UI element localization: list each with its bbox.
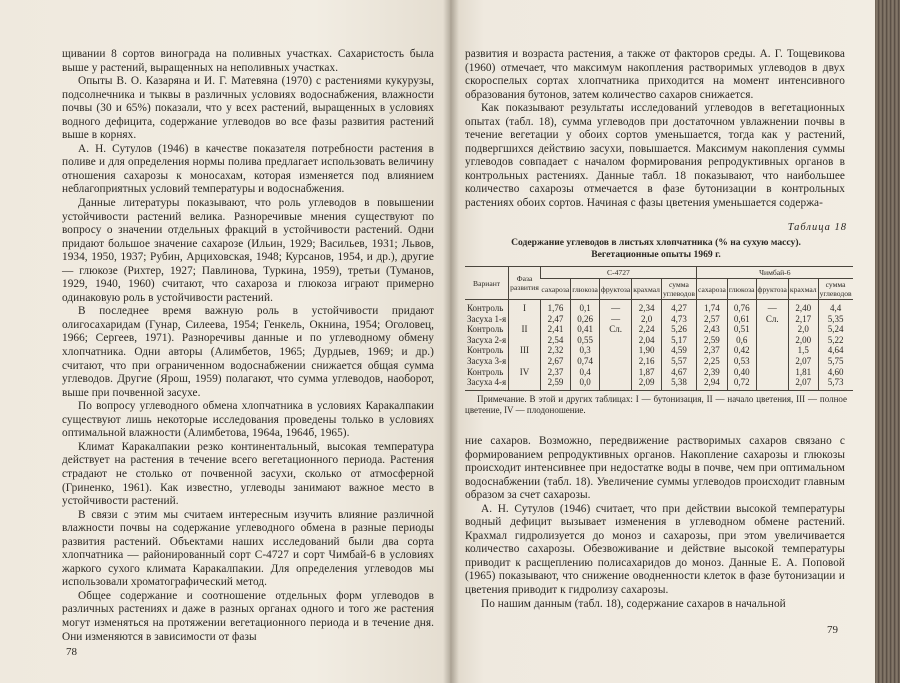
cell-value: 0,72 [727,377,756,390]
cell-value: 0,51 [727,324,756,335]
cell-phase [509,335,541,346]
paragraph: По нашим данным (табл. 18), содержание сахаров в начальной [481,597,786,610]
cell-value: 2,07 [788,377,818,390]
left-page-text [62,48,434,644]
cell-value: 2,57 [696,314,727,325]
table-caption-sub: Вегетационные опыты 1969 г. [591,249,721,260]
cell-value: 2,94 [696,377,727,390]
right-page [450,0,875,683]
cell-value: 0,61 [727,314,756,325]
cell-phase [509,314,541,325]
cell-value: 5,75 [818,356,853,367]
paragraph: Как показывают результаты исследований углеводов в вегетационных опытах (табл. 18), сумма углеводов при достаточном увлажнении почвы в течение вегетации у обоих сортов уменьшается, тогда как у растений, подвергшихся действию засухи, повышается. Максимум накопления суммы углеводов совпадает с началом формирования репродуктивных органов в контрольных растениях. Данные табл. 18 показывают, что наибольшее количество сахарозы отмечается в фазе бутонизации в контрольных растениях обоих сортов. Начиная с фазы цветения уменьшается содержа- [465,102,845,210]
cell-value: 2,41 [540,324,570,335]
cell-value [756,345,788,356]
col-v2-sub: сумма углеводов [819,280,852,298]
cell-value: 2,17 [788,314,818,325]
table-row [465,367,853,378]
col-v2-sub: сахароза [696,279,727,300]
cell-variant: Контроль [467,303,504,313]
cell-value: 5,17 [661,335,696,346]
cell-value [756,335,788,346]
paragraph: Опыты В. О. Казаряна и И. Г. Матевяна (1970) с растениями кукурузы, подсолнечника и тыквы в различных условиях водоснабжения, влажности почвы (30 и 65%) показали, что у всех растений, выращенных в условиях водного дефицита, содержание углеводов во все фазы развития растений выше в корнях. [62,75,434,142]
cell-variant: Контроль [467,324,504,335]
cell-value: 2,34 [632,300,662,314]
cell-value: 2,59 [696,335,727,346]
cell-value: 4,67 [661,367,696,378]
cell-value: 5,24 [818,324,853,335]
paragraph: А. Н. Сутулов (1946) в качестве показателя потребности растения в поливе и для определения нормы полива предлагает использовать величину отношения сахарозы к моносахам, которая изменяется под влиянием неблагоприятных условий температуры и водоснабжения. [62,142,434,196]
table-number: Таблица 18 [787,222,847,233]
cell-value: 2,47 [540,314,570,325]
cell-variant: Засуха 2-я [467,334,507,345]
cell-value: 5,35 [818,314,853,325]
paragraph: ние сахаров. Возможно, передвижение растворимых сахаров связано с формированием репродуктивных органов. Накопление сахарозы и глюкозы происходит интенсивнее при недостатке воды в почве, чем при оптимальном водоснабжении (табл. 18). Увеличение суммы углеводов происходит главным образом за счет сахарозы. [465,435,845,502]
cell-variant: Контроль [467,345,504,356]
cell-value: 2,39 [696,367,727,378]
col-v1-sub: сумма углеводов [662,280,695,298]
cell-phase: III [509,345,541,356]
col-v1-sub: сахароза [540,279,570,300]
cell-value: 2,0 [788,324,818,335]
table-row [465,356,853,367]
cell-value [756,377,788,390]
paragraph: По вопросу углеводного обмена хлопчатника в условиях Каракалпакии существуют лишь некоторые исследования проведены только в условиях оптимальной влажности (Алимбетова, 1964а, 1964б, 1965). [62,400,434,440]
cell-value: 5,73 [818,377,853,390]
cell-value: 1,90 [632,345,662,356]
table-row [465,345,853,356]
cell-value: 2,16 [632,356,662,367]
col-v1-sub: крахмал [632,279,662,300]
cell-value: 2,54 [540,335,570,346]
cell-value: 2,59 [540,377,570,390]
cell-phase [509,377,541,390]
cell-value: Сл. [599,324,631,335]
cell-value: 0,4 [571,367,600,378]
col-variety-2: Чимбай-6 [696,267,852,279]
cell-value [599,335,631,346]
cell-value: 0,6 [727,335,756,346]
page-edges [875,0,900,683]
cell-value: 4,64 [818,345,853,356]
cell-value: 2,09 [632,377,662,390]
cell-value: 1,76 [540,300,570,314]
cell-variant: Засуха 3-я [467,355,507,366]
col-v2-sub: глюкоза [727,279,756,300]
cell-value [599,367,631,378]
paragraph: Климат Каракалпакии резко континентальный, высокая температура действует на растения в течение всего вегетационного периода. Растения страдают не столько от почвенной засухи, сколько от атмосферной (Гриненко, 1961). Как известно, углеводы занимают важное место в устойчивости растений. [62,440,434,508]
right-page-text-top [465,48,845,211]
page-number: 79 [827,624,838,636]
cell-value: Сл. [756,314,788,325]
cell-value [756,367,788,378]
page-number: 78 [66,646,77,658]
cell-variant: Засуха 1-я [467,313,507,324]
col-variety-1: С-4727 [540,267,696,279]
cell-value: 5,38 [661,377,696,390]
carbohydrate-table [465,266,853,391]
table-row [465,314,853,325]
cell-value: 2,37 [540,367,570,378]
cell-value: 4,27 [661,300,696,314]
cell-value: 2,32 [540,345,570,356]
cell-value: 5,57 [661,356,696,367]
cell-value: 1,5 [788,345,818,356]
cell-value: 0,0 [571,377,600,390]
paragraph: развития и возраста растения, а также от факторов среды. А. Г. Тощевикова (1960) отмечает, что максимум накопления растворимых углеводов в двух скороспелых сортах хлопчатника приходится на момент интенсивного образования бутонов, затем количество сахаров снижается. [465,48,845,101]
paragraph: Общее содержание и соотношение отдельных форм углеводов в различных растениях и даже в разных органах одного и того же растения могут изменяться на протяжении вегетационного периода и в течение дня. Они изменяются в зависимости от фазы [62,589,434,643]
cell-value: — [599,314,631,325]
cell-variant: Контроль [467,366,504,377]
cell-value: 0,41 [571,324,600,335]
cell-value [756,324,788,335]
cell-value [756,356,788,367]
cell-value: 0,76 [727,300,756,314]
table-note: Примечание. В этой и других таблицах: I — бутонизация, II — начало цветения, III — полное цветение, IV — плодоношение. [465,393,847,415]
cell-value: 2,0 [632,314,662,325]
book-gutter [443,0,459,683]
col-v2-sub: фруктоза [756,279,788,300]
table-row [465,324,853,335]
cell-variant: Засуха 4-я [465,377,509,390]
paragraph: Данные литературы показывают, что роль углеводов в повышении устойчивости растений велика. Разноречивые мнения существуют по вопросу о значении отдельных фракций в устойчивости растений. Одни придают большое значение сахарозе (Ильин, 1929; Васильев, 1931; Львов, 1934, 1950, 1937; Рубин, Арциховская, 1948; Курсанов, 1954, и др.), другие — глюкозе (Рихтер, 1927; Павлинова, Туркина, 1959), третьи (Туманов, 1929, 1940, 1960) считают, что сахароза и глюкоза играют примерно одинаковую роль в устойчивости растений. [62,197,434,304]
cell-value: 2,07 [788,356,818,367]
cell-value: 0,26 [571,314,600,325]
paragraph: щивании 8 сортов винограда на поливных участках. Сахаристость была выше у растений, выращенных на неполивных участках. [62,48,434,74]
cell-value: 2,67 [540,356,570,367]
cell-value [599,356,631,367]
cell-value: 0,40 [727,367,756,378]
table-18 [465,222,852,416]
col-v1-sub: фруктоза [599,279,631,300]
table-row [465,377,853,390]
cell-value: 2,43 [696,324,727,335]
cell-value: 4,59 [661,345,696,356]
cell-value: 4,4 [818,300,853,314]
cell-value: 4,73 [661,314,696,325]
cell-value: 2,00 [788,335,818,346]
paragraph: А. Н. Сутулов (1946) считает, что при действии высокой температуры водный дефицит вызывает изменения в углеводном обмене растений. Крахмал гидролизуется до моноз и сахарозы, при этом увеличивается количество сахарозы. Обезвоживание и действие высокой температуры приводит к расщеплению полисахаридов до моноз. Данные Е. А. Поповой (1965) показывают, что снижение оводненности клеток в фазе бутонизации и цветения приводит к гидролизу сахарозы. [465,502,845,597]
cell-phase: II [509,324,541,335]
cell-value: 0,53 [727,356,756,367]
cell-value: 0,55 [571,335,600,346]
table-caption: Содержание углеводов в листьях хлопчатника (% на сухую массу). [511,237,801,248]
cell-value: 0,3 [571,345,600,356]
col-phase: Фаза развития [509,267,541,300]
paragraph: В связи с этим мы считаем интересным изучить влияние различной влажности почвы на содержание углеводного обмена в разные периоды развития растений. Объектами наших исследований были два сорта хлопчатника — районированный сорт С-4727 и сорт Чимбай-6 в условиях жаркого сухого климата Каракалпакии. Для определения углеводов мы использовали хроматографический метод. [62,508,434,589]
col-variant: Вариант [465,267,509,300]
cell-value: 2,37 [696,345,727,356]
cell-value: 5,26 [661,324,696,335]
cell-value [599,345,631,356]
table-row [465,300,853,314]
cell-value: 1,81 [788,367,818,378]
cell-value: — [756,300,788,314]
cell-phase: IV [509,367,541,378]
cell-value: 2,25 [696,356,727,367]
cell-value: — [599,300,631,314]
cell-value: 5,22 [818,335,853,346]
cell-value: 2,40 [788,300,818,314]
cell-value: 4,60 [818,367,853,378]
cell-value [599,377,631,390]
col-v2-sub: крахмал [788,279,818,300]
right-page-text-bottom [465,435,845,611]
table-row [465,335,853,346]
cell-value: 1,87 [632,367,662,378]
cell-value: 2,24 [632,324,662,335]
cell-phase [509,356,541,367]
cell-value: 0,1 [571,300,600,314]
cell-phase: I [509,300,541,314]
cell-value: 0,42 [727,345,756,356]
cell-value: 0,74 [571,356,600,367]
col-v1-sub: глюкоза [571,279,600,300]
paragraph: В последнее время важную роль в устойчивости придают олигосахаридам (Гунар, Силеева, 1954; Генкель, Окнина, 1954; Оголовец, 1966; Сергеев, 1971). Разноречивы данные и по углеводному обмену хлопчатника. Одни авторы (Алимбетов, 1965; Дурдыев, 1969; и др.) считают, что при ограниченном водоснабжении снижается общая сумма углеводов. Другие (Ярош, 1959) полагают, что сумма углеводов, наоборот, выше при почвенной засухе. [62,305,434,399]
cell-value: 2,04 [632,335,662,346]
cell-value: 1,74 [696,300,727,314]
